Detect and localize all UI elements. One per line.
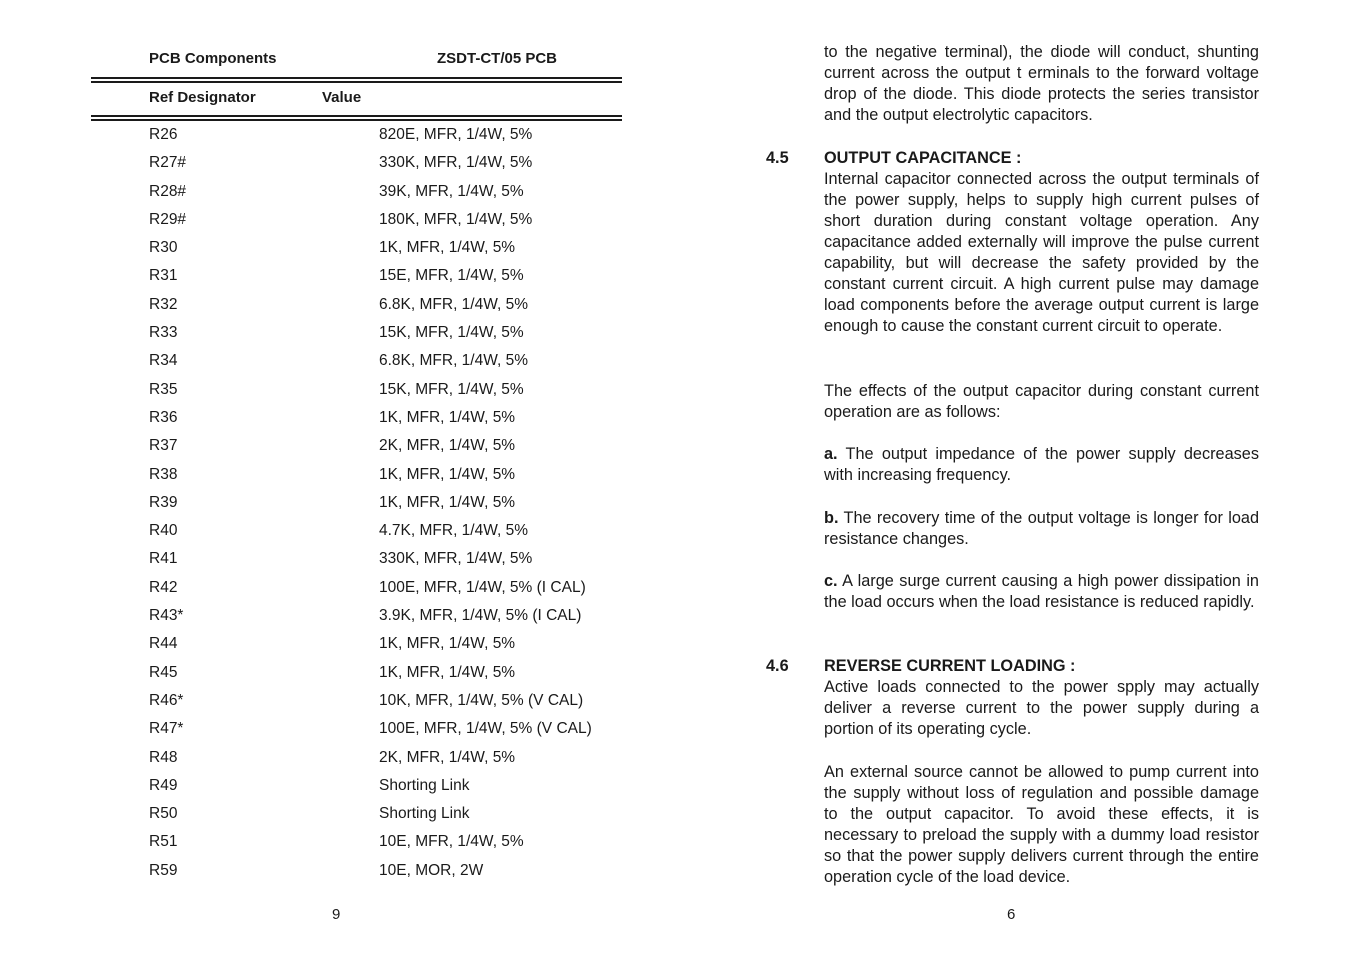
- value-cell: 6.8K, MFR, 1/4W, 5%: [379, 352, 529, 370]
- value-cell: 1K, MFR, 1/4W, 5%: [379, 663, 516, 681]
- section-4-5-number: 4.5: [766, 149, 789, 167]
- table-row: [149, 522, 619, 550]
- effect-b-label: b.: [824, 509, 839, 527]
- column-header-ref: Ref Designator: [149, 89, 256, 106]
- effect-c: [824, 571, 1259, 613]
- ref-designator-cell: R43*: [149, 607, 184, 625]
- value-cell: 15K, MFR, 1/4W, 5%: [379, 324, 524, 342]
- table-row: [149, 381, 619, 409]
- section-4-6-paragraph-1: Active loads connected to the power spply may actually deliver a reverse current to the power supply during a portion of its operating cycle.: [824, 678, 1259, 738]
- ref-designator-cell: R45: [149, 663, 178, 681]
- value-cell: 1K, MFR, 1/4W, 5%: [379, 408, 516, 426]
- table-title: PCB Components: [149, 50, 277, 67]
- ref-designator-cell: R27#: [149, 154, 187, 172]
- section-4-6-paragraph-2: An external source cannot be allowed to pump current into the supply without loss of regulation and possible damage to the output capacitor. To avoid these effects, it is necessary to preload the supply with a dummy load resistor so that the power supply delivers current through the entire operation cycle of the load device.: [824, 763, 1259, 886]
- ref-designator-cell: R59: [149, 861, 178, 879]
- effect-c-label: c.: [824, 572, 838, 590]
- section-4-6-title: REVERSE CURRENT LOADING :: [824, 657, 1076, 675]
- table-row: [149, 437, 619, 465]
- table-row: [149, 296, 619, 324]
- value-cell: 180K, MFR, 1/4W, 5%: [379, 210, 533, 228]
- value-cell: 330K, MFR, 1/4W, 5%: [379, 154, 533, 172]
- value-cell: 6.8K, MFR, 1/4W, 5%: [379, 295, 529, 313]
- value-cell: 3.9K, MFR, 1/4W, 5% (I CAL): [379, 607, 582, 625]
- ref-designator-cell: R29#: [149, 210, 187, 228]
- table-row: [149, 720, 619, 748]
- table-row: [149, 805, 619, 833]
- value-cell: 2K, MFR, 1/4W, 5%: [379, 437, 516, 455]
- table-row: [149, 352, 619, 380]
- ref-designator-cell: R31: [149, 267, 178, 285]
- table-row: [149, 239, 619, 267]
- ref-designator-cell: R38: [149, 465, 178, 483]
- value-cell: 15K, MFR, 1/4W, 5%: [379, 380, 524, 398]
- ref-designator-cell: R40: [149, 522, 178, 540]
- table-row: [149, 409, 619, 437]
- effect-b-text: The recovery time of the output voltage is longer for load resistance changes.: [824, 509, 1259, 548]
- ref-designator-cell: R50: [149, 805, 178, 823]
- ref-designator-cell: R36: [149, 408, 178, 426]
- table-row: [149, 267, 619, 295]
- value-cell: 1K, MFR, 1/4W, 5%: [379, 239, 516, 257]
- value-cell: 2K, MFR, 1/4W, 5%: [379, 748, 516, 766]
- ref-designator-cell: R30: [149, 239, 178, 257]
- section-4-5-paragraph-2: The effects of the output capacitor during constant current operation are as follows:: [824, 382, 1259, 421]
- value-cell: 15E, MFR, 1/4W, 5%: [379, 267, 524, 285]
- table-row: [149, 126, 619, 154]
- table-row: [149, 183, 619, 211]
- right-page: [676, 0, 1351, 954]
- ref-designator-cell: R51: [149, 833, 178, 851]
- ref-designator-cell: R32: [149, 295, 178, 313]
- table-row: [149, 833, 619, 861]
- value-cell: 330K, MFR, 1/4W, 5%: [379, 550, 533, 568]
- ref-designator-cell: R42: [149, 578, 178, 596]
- page-number-left: 9: [332, 906, 341, 923]
- value-cell: 820E, MFR, 1/4W, 5%: [379, 126, 533, 143]
- ref-designator-cell: R35: [149, 380, 178, 398]
- double-rule-bottom: [91, 115, 622, 121]
- value-cell: 10E, MFR, 1/4W, 5%: [379, 833, 524, 851]
- table-row: [149, 466, 619, 494]
- table-row: [149, 692, 619, 720]
- ref-designator-cell: R44: [149, 635, 178, 653]
- value-cell: 4.7K, MFR, 1/4W, 5%: [379, 522, 529, 540]
- effect-a-text: The output impedance of the power supply decreases with increasing frequency.: [824, 445, 1259, 484]
- double-rule-top: [91, 77, 622, 83]
- ref-designator-cell: R39: [149, 493, 178, 511]
- left-page: [0, 0, 675, 954]
- table-row: [149, 607, 619, 635]
- ref-designator-cell: R47*: [149, 720, 184, 738]
- ref-designator-cell: R37: [149, 437, 178, 455]
- value-cell: Shorting Link: [379, 805, 470, 823]
- ref-designator-cell: R49: [149, 776, 178, 794]
- value-cell: 100E, MFR, 1/4W, 5% (I CAL): [379, 578, 586, 596]
- column-header-value: Value: [322, 89, 362, 106]
- table-row: [149, 749, 619, 777]
- ref-designator-cell: R48: [149, 748, 178, 766]
- ref-designator-cell: R34: [149, 352, 178, 370]
- table-row: [149, 324, 619, 352]
- section-4-5-paragraph-1: Internal capacitor connected across the output terminals of the power supply, helps to supply high current pulses of short duration during constant voltage operation. Any capacitance added externally will improve the pulse current capability, but will decrease the safety provided by the constant current circuit. A high current pulse may damage load components before the average output current is large enough to cause the constant current circuit to operate.: [824, 170, 1259, 335]
- intro-paragraph: to the negative terminal), the diode will conduct, shunting current across the output t erminals to the forward voltage drop of the diode. This diode protects the series transistor and the output electrolytic capacitors.: [824, 43, 1259, 124]
- section-4-6-number: 4.6: [766, 657, 789, 675]
- table-row: [149, 154, 619, 182]
- section-4-5-title: OUTPUT CAPACITANCE :: [824, 149, 1022, 167]
- table-row: [149, 211, 619, 239]
- page-number-right: 6: [1007, 906, 1016, 923]
- ref-designator-cell: R41: [149, 550, 178, 568]
- table-row: [149, 579, 619, 607]
- table-row: [149, 862, 619, 890]
- pcb-name: ZSDT-CT/05 PCB: [437, 50, 558, 67]
- table-row: [149, 494, 619, 522]
- table-row: [149, 664, 619, 692]
- effect-b: [824, 508, 1259, 550]
- value-cell: 1K, MFR, 1/4W, 5%: [379, 635, 516, 653]
- ref-designator-cell: R46*: [149, 691, 184, 709]
- value-cell: 39K, MFR, 1/4W, 5%: [379, 182, 524, 200]
- value-cell: 1K, MFR, 1/4W, 5%: [379, 465, 516, 483]
- value-cell: Shorting Link: [379, 776, 470, 794]
- effect-a: [824, 444, 1259, 486]
- ref-designator-cell: R28#: [149, 182, 187, 200]
- effect-a-label: a.: [824, 445, 838, 463]
- value-cell: 1K, MFR, 1/4W, 5%: [379, 493, 516, 511]
- ref-designator-cell: R33: [149, 324, 178, 342]
- effect-c-text: A large surge current causing a high power dissipation in the load occurs when the load resistance is reduced rapidly.: [824, 572, 1259, 611]
- table-row: [149, 635, 619, 663]
- value-cell: 10E, MOR, 2W: [379, 861, 484, 879]
- value-cell: 100E, MFR, 1/4W, 5% (V CAL): [379, 720, 592, 738]
- value-cell: 10K, MFR, 1/4W, 5% (V CAL): [379, 691, 584, 709]
- component-table: [149, 126, 619, 890]
- table-row: [149, 777, 619, 805]
- ref-designator-cell: R26: [149, 126, 178, 143]
- table-row: [149, 550, 619, 578]
